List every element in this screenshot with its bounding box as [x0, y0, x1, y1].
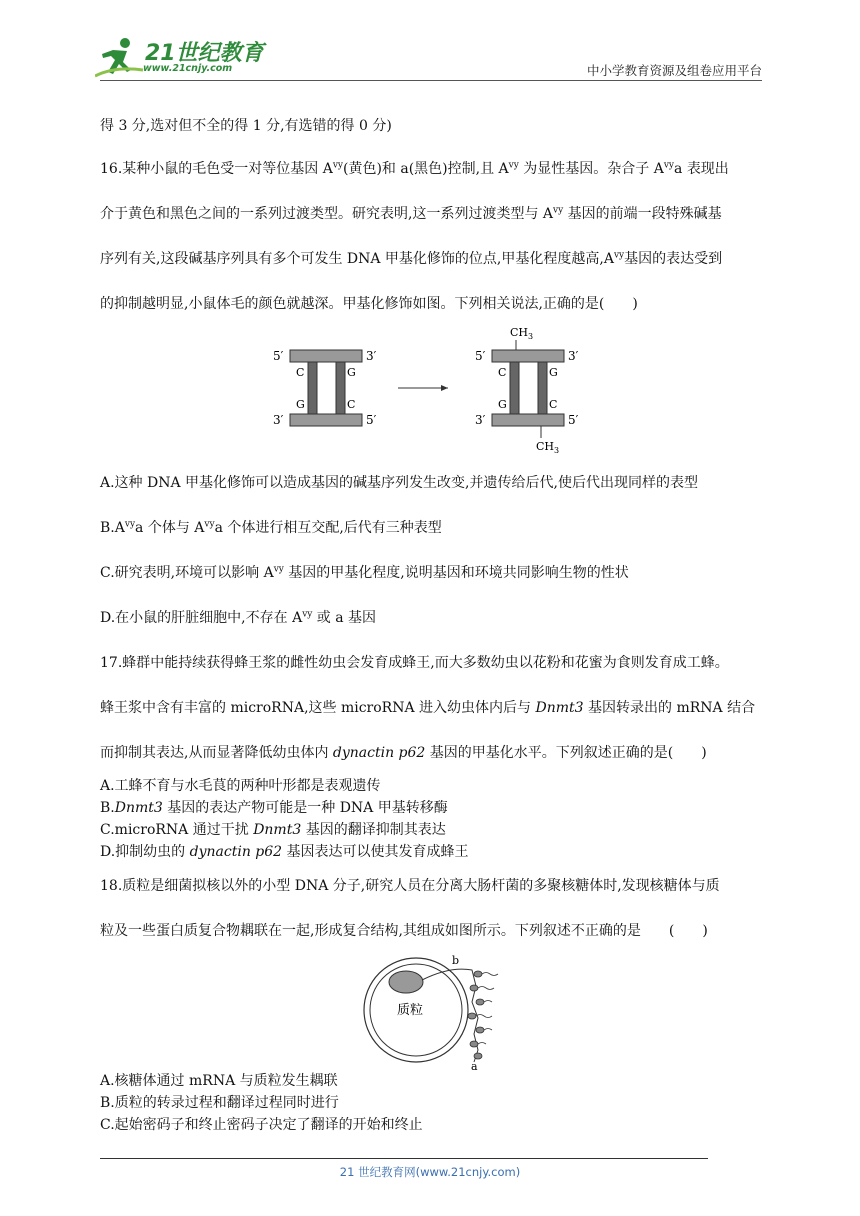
base-pair-left [308, 362, 317, 414]
q18-option-a: A.核糖体通过 mRNA 与质粒发生耦联 [100, 1073, 338, 1089]
ribosome [470, 1041, 478, 1047]
base-c: C [549, 398, 558, 411]
q16-line-4: 的抑制越明显,小鼠体毛的颜色就越深。甲基化修饰如图。下列相关说法,正确的是( ) [100, 296, 638, 312]
footer-link[interactable]: 21 世纪教育网(www.21cnjy.com) [339, 1165, 521, 1179]
polypeptide [478, 1043, 486, 1045]
brand-url: www.21cnjy.com [143, 63, 233, 74]
methyl-group-bottom: $CH_3$ [536, 440, 560, 455]
label-3prime: 3′ [475, 413, 486, 427]
methylation-figure [270, 322, 600, 460]
brand-name: 21世纪教育 [145, 41, 264, 66]
polypeptide [484, 1029, 492, 1031]
ribosome [468, 1013, 476, 1019]
q16-line-1: 16.某种小鼠的毛色受一对等位基因 $A^{vy}$(黄色)和 a(黑色)控制,且 $A^{vy}$ 为显性基因。杂合子 $A^{vy}a$ 表现出 [100, 160, 729, 177]
plasmid-figure [360, 952, 510, 1072]
header-tagline: 中小学教育资源及组卷应用平台 [586, 63, 762, 78]
header-divider [100, 80, 762, 81]
q17-line-1: 17.蜂群中能持续获得蜂王浆的雌性幼虫会发育成蜂王,而大多数幼虫以花粉和花蜜为食则发育成工蜂。 [100, 655, 729, 671]
runner-icon [95, 36, 145, 80]
site-logo[interactable] [95, 36, 265, 80]
dna-strand-bottom [290, 414, 362, 426]
q17-option-d: D.抑制幼虫的 dynactin p62 基因表达可以使其发育成蜂王 [100, 844, 469, 860]
base-pair-left [510, 362, 519, 414]
dna-strand-top [492, 350, 564, 362]
base-c: C [296, 366, 305, 379]
intro-line: 得 3 分,选对但不全的得 1 分,有选错的得 0 分) [100, 118, 392, 134]
q16-line-2: 介于黄色和黑色之间的一系列过渡类型。研究表明,这一系列过渡类型与 $A^{vy}$ 基因的前端一段特殊碱基 [100, 205, 722, 222]
q17-option-b: B.Dnmt3 基因的表达产物可能是一种 DNA 甲基转移酶 [100, 800, 448, 816]
label-5prime: 5′ [568, 413, 579, 427]
q16-option-d: D.在小鼠的肝脏细胞中,不存在 $A^{vy}$ 或 a 基因 [100, 609, 377, 626]
label-3prime: 3′ [568, 349, 579, 363]
methyl-group-top: $CH_3$ [510, 326, 534, 341]
q18-option-c: C.起始密码子和终止密码子决定了翻译的开始和终止 [100, 1117, 423, 1133]
page-header [0, 0, 860, 90]
q18-line-1: 18.质粒是细菌拟核以外的小型 DNA 分子,研究人员在分离大肠杆菌的多聚核糖体时,发现核糖体与质 [100, 878, 720, 894]
base-pair-right [336, 362, 345, 414]
plasmid-label: 质粒 [397, 1003, 424, 1018]
q16-line-3: 序列有关,这段碱基序列具有多个可发生 DNA 甲基化修饰的位点,甲基化程度越高$,A^{vy}$基因的表达受到 [100, 250, 723, 267]
dna-strand-top [290, 350, 362, 362]
q16-option-c: C.研究表明,环境可以影响 $A^{vy}$ 基因的甲基化程度,说明基因和环境共同影响生物的性状 [100, 564, 629, 581]
base-g: G [296, 398, 305, 411]
q16-option-a: A.这种 DNA 甲基化修饰可以造成基因的碱基序列发生改变,并遗传给后代,使后代出现同样的表型 [100, 475, 698, 491]
label-5prime: 5′ [366, 413, 377, 427]
q16-option-b: $B.A^{vy}a$ 个体与 $A^{vy}a$ 个体进行相互交配,后代有三种表型 [100, 519, 442, 536]
label-5prime: 5′ [273, 349, 284, 363]
label-b: b [452, 954, 460, 967]
ribosome [474, 1053, 482, 1059]
footer-divider [100, 1158, 708, 1159]
q18-option-b: B.质粒的转录过程和翻译过程同时进行 [100, 1095, 339, 1111]
label-3prime: 3′ [273, 413, 284, 427]
q18-line-2: 粒及一些蛋白质复合物耦联在一起,形成复合结构,其组成如图所示。下列叙述不正确的是 ( ) [100, 923, 708, 939]
label-3prime: 3′ [366, 349, 377, 363]
ribosome [470, 985, 478, 991]
protein-complex [389, 971, 423, 993]
q17-line-2: 蜂王浆中含有丰富的 microRNA,这些 microRNA 进入幼虫体内后与 Dnmt3 基因转录出的 mRNA 结合 [100, 700, 756, 716]
ribosome [476, 999, 484, 1005]
label-a: a [471, 1060, 478, 1072]
dna-strand-bottom [492, 414, 564, 426]
q17-line-3: 而抑制其表达,从而显著降低幼虫体内 dynactin p62 基因的甲基化水平。下列叙述正确的是( ) [100, 745, 707, 761]
base-g: G [549, 366, 558, 379]
polypeptide [476, 1015, 492, 1018]
polypeptide [478, 987, 494, 990]
polypeptide [484, 1001, 492, 1003]
base-c: C [498, 366, 507, 379]
ribosome [474, 971, 482, 977]
arrow-head [441, 385, 448, 391]
base-g: G [498, 398, 507, 411]
base-c: C [347, 398, 356, 411]
base-pair-right [538, 362, 547, 414]
polypeptide [482, 973, 498, 976]
ribosome [476, 1027, 484, 1033]
base-g: G [347, 366, 356, 379]
label-5prime: 5′ [475, 349, 486, 363]
q17-option-a: A.工蜂不育与水毛茛的两种叶形都是表观遗传 [100, 778, 381, 794]
q17-option-c: C.microRNA 通过干扰 Dnmt3 基因的翻译抑制其表达 [100, 822, 446, 838]
